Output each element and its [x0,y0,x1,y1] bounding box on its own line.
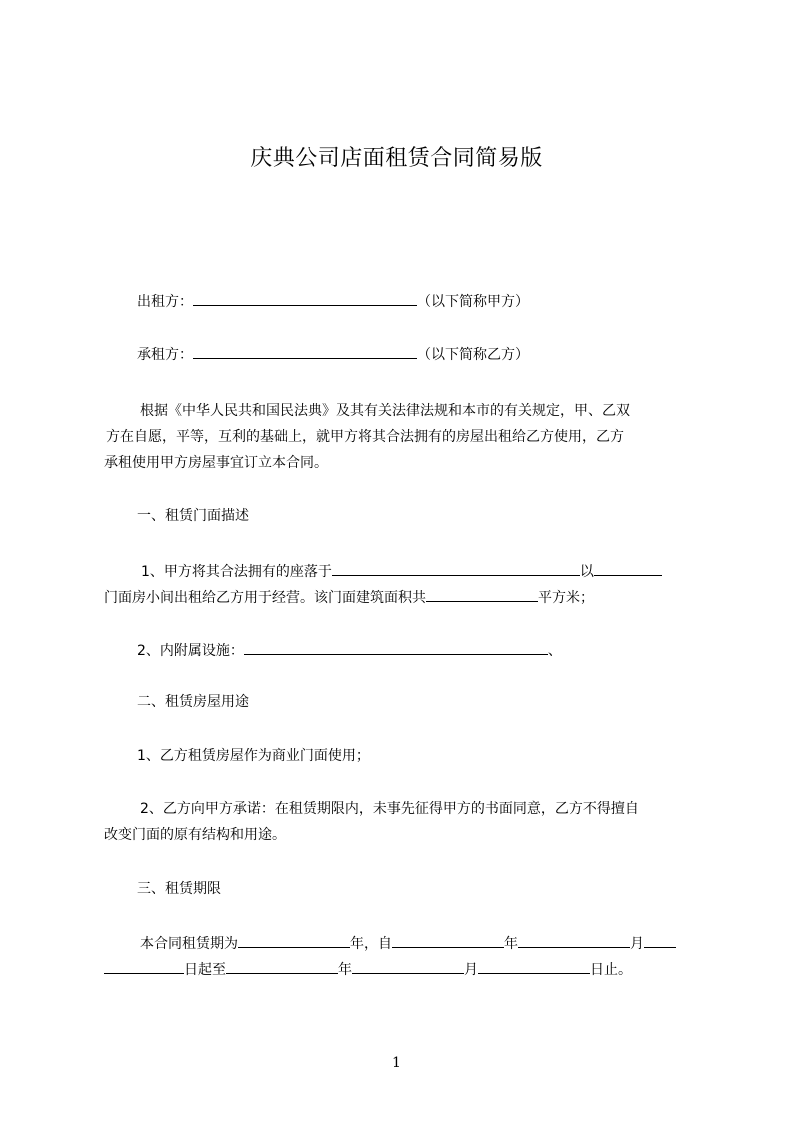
lessee-name-blank [193,344,417,359]
item-1-text-c: 门面房小间出租给乙方用于经营。该门面建筑面积共 [104,590,426,606]
lessor-name-blank [193,291,417,306]
unit-count-blank [594,561,662,576]
area-blank [426,587,538,602]
start-year-blank [392,933,504,948]
lessor-label: 出租方： [137,294,193,310]
preamble-line-2: 方在自愿，平等，互利的基础上，就甲方将其合法拥有的房屋出租给乙方使用，乙方 [106,429,624,445]
section-2-item-2-line-2: 改变门面的原有结构和用途。 [104,827,286,843]
start-day-blank-a [644,933,676,948]
section-3-heading: 三、租赁期限 [137,881,221,897]
section-1-item-2 [137,640,737,661]
item-2-text-b: 、 [547,643,562,659]
section-2-item-1: 1、乙方租赁房屋作为商业门面使用； [137,748,370,764]
item-1-text-b: 以 [579,564,594,580]
term-text-6: 年 [338,962,352,978]
term-text-1: 本合同租赁期为 [140,936,238,952]
term-text-4: 月 [630,936,644,952]
location-blank [332,561,580,576]
item-2-text-a: 2、内附属设施： [137,643,244,659]
lessee-label: 承租方： [137,347,193,363]
page-number: 1 [392,1055,401,1071]
item-1-text-d: 平方米； [538,590,594,606]
facilities-blank [244,640,548,655]
end-day-blank [478,959,590,974]
lessor-note: （以下简称甲方） [417,294,529,310]
preamble-line-1: 根据《中华人民共和国民法典》及其有关法律法规和本市的有关规定，甲、乙双 [140,403,630,419]
start-day-blank-b [104,959,184,974]
term-text-7: 月 [464,962,478,978]
section-1-heading: 一、租赁门面描述 [137,508,249,524]
term-text-8: 日止。 [590,962,632,978]
item-1-text-a: 1、甲方将其合法拥有的座落于 [141,564,332,580]
term-text-3: 年 [504,936,518,952]
lessee-line [137,344,737,365]
lessor-line [137,291,737,312]
start-month-blank [518,933,630,948]
section-2-heading: 二、租赁房屋用途 [137,694,249,710]
lessee-note: （以下简称乙方） [417,347,529,363]
section-3-term-line-2 [104,959,704,980]
document-title: 庆典公司店面租赁合同简易版 [250,146,543,171]
section-2-item-2-line-1: 2、乙方向甲方承诺：在租赁期限内，未事先征得甲方的书面同意，乙方不得擅自 [140,801,639,817]
end-year-blank [226,959,338,974]
term-years-blank [238,933,350,948]
section-1-item-1-line-1 [141,561,741,582]
term-text-5: 日起至 [184,962,226,978]
preamble-line-3: 承租使用甲方房屋事宜订立本合同。 [104,455,328,471]
section-3-term-line-1 [140,933,740,954]
term-text-2: 年，自 [350,936,392,952]
end-month-blank [352,959,464,974]
section-1-item-1-line-2 [104,587,704,608]
